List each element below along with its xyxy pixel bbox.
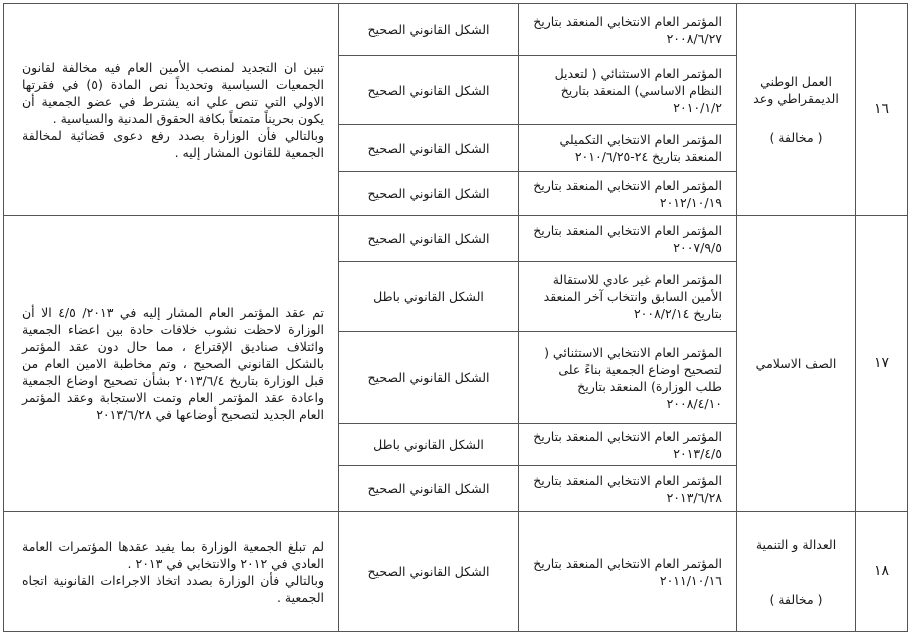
status-label: ( مخالفة ) <box>769 591 823 607</box>
status-label: ( مخالفة ) <box>769 130 823 145</box>
association-name: العمل الوطني الديمقراطي وعد <box>753 74 839 106</box>
notes-cell <box>4 512 338 631</box>
row-number: ١٨ <box>873 563 890 579</box>
notes-paragraph: تم عقد المؤتمر العام المشار إليه في ٢٠١٣/ ٤/٥ الا أن الوزارة لاحظت نشوب خلافات حادة بين اعضاء الجمعية وائتلاف صناديق الإقتراع ، مما حال دون عقد المؤتمر بالشكل القانوني الصحيح ، وتم مخاطبة الامين العام من قبل الوزارة بتاريخ ٢٠١٣/٦/٤ بشأن تصحيح اوضاع الجمعية واعادة عقد المؤتمر العام وتمت الاستجابة وعقد المؤتمر العام الجديد لتصحيح أوضاعها في ٢٠١٣/٦/٢٨ <box>22 305 325 422</box>
notes-cell <box>4 4 338 215</box>
association-cell <box>737 512 855 631</box>
notes-paragraph: لم تبلغ الجمعية الوزارة بما يفيد عقدها المؤتمرات العامة العادي في ٢٠١٢ والانتخابي في ٢٠١٣ . <box>22 538 324 571</box>
association-name: الصف الاسلامي <box>755 356 837 371</box>
row-number: ١٦ <box>873 101 890 117</box>
legal-form-cell: الشكل القانوني باطل <box>373 289 484 304</box>
meeting-cell: المؤتمر العام الانتخابي الاستثنائي ( لتصحيح اوضاع الجمعية بناءً على طلب الوزارة) المنعقد بتاريخ ٢٠٠٨/٤/١٠ <box>544 344 722 411</box>
legal-form-cell: الشكل القانوني الصحيح <box>367 140 490 156</box>
notes-paragraph: وبالتالي فأن الوزارة بصدد اتخاذ الاجراءات القانونية اتجاه الجمعية . <box>22 572 324 605</box>
meeting-cell: المؤتمر العام الانتخابي التكميلي المنعقد بتاريخ ٢٤-٢٠١٠/٦/٢٥ <box>559 132 722 164</box>
legal-form-cell: الشكل القانوني الصحيح <box>367 82 490 98</box>
legal-form-cell: الشكل القانوني الصحيح <box>367 231 490 246</box>
meeting-cell: المؤتمر العام الانتخابي المنعقد بتاريخ ٢٠٠٧/٩/٥ <box>533 222 722 255</box>
meeting-cell: المؤتمر العام الانتخابي المنعقد بتاريخ ٢٠٠٨/٦/٢٧ <box>533 13 722 46</box>
legal-form-cell: الشكل القانوني الصحيح <box>367 22 490 37</box>
meeting-cell: المؤتمر العام الاستثنائي ( لتعديل النظام الاساسي) المنعقد بتاريخ ٢٠١٠/١/٢ <box>554 65 722 115</box>
notes-cell <box>4 216 338 511</box>
row-number: ١٧ <box>873 355 890 371</box>
legal-form-cell: الشكل القانوني الصحيح <box>367 370 490 385</box>
legal-form-cell: الشكل القانوني الصحيح <box>367 186 490 201</box>
document-table <box>3 3 908 632</box>
meeting-cell: المؤتمر العام الانتخابي المنعقد بتاريخ ٢٠١٣/٤/٥ <box>533 428 722 461</box>
legal-form-cell: الشكل القانوني الصحيح <box>367 481 490 496</box>
association-name: العدالة و التنمية <box>755 536 837 552</box>
meeting-cell: المؤتمر العام الانتخابي المنعقد بتاريخ ٢٠١٣/٦/٢٨ <box>533 472 722 505</box>
meeting-cell: المؤتمر العام الانتخابي المنعقد بتاريخ ٢٠١١/١٠/١٦ <box>533 555 722 588</box>
legal-form-cell: الشكل القانوني باطل <box>373 437 484 452</box>
table-border-bottom <box>3 631 908 632</box>
association-cell <box>737 216 855 511</box>
meeting-cell: المؤتمر العام الانتخابي المنعقد بتاريخ ٢٠١٢/١٠/١٩ <box>533 177 722 210</box>
table-border-right <box>907 3 908 632</box>
notes-paragraph: وبالتالي فأن الوزارة بصدد رفع دعوى قضائية لمخالفة الجمعية للقانون المشار إليه . <box>22 127 324 160</box>
legal-form-cell: الشكل القانوني الصحيح <box>367 564 490 579</box>
association-cell <box>737 4 855 215</box>
notes-paragraph: تبين ان التجديد لمنصب الأمين العام فيه مخالفة لقانون الجمعيات السياسية وتحديداً نص المادة (٥) في فقرتها الاولي التي تنص علي انه يشترط في عضو الجمعية أن يكون بحريناً متمتعاً بكافة الحقوق المدنية والسياسية . <box>22 59 325 126</box>
meeting-cell: المؤتمر العام غير عادي للاستقالة الأمين السابق وانتخاب آخر المنعقد بتاريخ ٢٠٠٨/٢/١٤ <box>543 272 722 321</box>
